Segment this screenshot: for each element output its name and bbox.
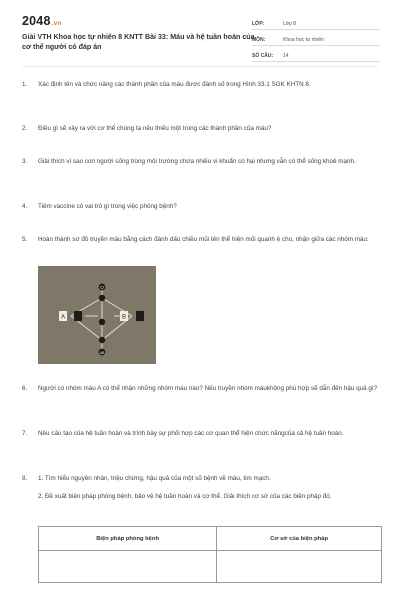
meta-row-count [252,46,380,62]
meta-row-class [252,14,380,30]
question-number: 5. [22,236,28,243]
logo-suffix: .vn [51,20,62,27]
table-header: Biện pháp phòng bệnh [39,527,217,551]
meta-label: LỚP: [252,21,265,27]
table-row [39,551,382,583]
meta-value: Lớp 8 [283,21,297,27]
question-number: 3. [22,158,28,165]
question-number: 8. [22,475,28,482]
meta-label: MÔN: [252,37,266,43]
question-number: 1. [22,81,28,88]
question-text: Hoàn thành sơ đồ truyền máu bằng cách đánh dấu chiều mũi tên thể hiện mối quanh ệ cho, nhận giữa các nhóm máu: [38,236,369,243]
header-divider [22,66,378,67]
question-item [22,80,382,91]
question-sub-item [38,492,382,503]
question-text: Điều gì sẽ xảy ra với cơ thể chúng ta nếu thiếu một trong các thành phần của máu? [38,125,272,132]
table-header: Cơ sở của biện pháp [217,527,382,551]
meta-info [252,14,380,62]
site-logo[interactable] [22,14,62,28]
diagram-label-o: O [100,285,104,290]
document-title: Giải VTH Khoa học tự nhiên 8 KNTT Bài 33: Máu và hệ tuần hoàn của cơ thể người có đáp án [22,33,255,52]
meta-value: 14 [283,53,289,59]
question-text: Người có nhóm máu A có thể nhận những nhóm máu nào? Nếu truyền nhóm máukhông phù hợp sẽ dẫn đến hậu quả gì? [38,385,378,392]
question-number: 6. [22,385,28,392]
question-item [22,384,382,395]
question-text: Giải thích vì sao con người sống trong môi trường chứa nhiều vi khuẩn có hại nhưng vẫn có thể sống khoẻ mạnh. [38,158,356,165]
question-item [22,474,382,485]
meta-value: Khoa học tự nhiên [283,37,324,43]
question-number: 2. [22,125,28,132]
diagram-label-a: A [60,314,66,321]
question-item [22,202,382,213]
question-item [22,124,382,135]
blood-transfusion-diagram [38,266,156,364]
question-number: 7. [22,430,28,437]
question-text: 1. Tìm hiểu nguyên nhân, triệu chứng, hậu quả của một số bệnh về máu, tim mạch. [38,475,271,482]
table-cell [217,551,382,583]
question-text: 2. Đề xuất biện pháp phòng bệnh, bảo vệ hệ tuần hoàn và cơ thể. Giải thích cơ sở của các biện pháp đó. [38,493,332,500]
question-text: Tiêm vaccine có vai trò gì trong việc phòng bệnh? [38,203,177,210]
diagram-label-b: B [121,314,127,321]
question-item [22,157,382,168]
question-item [22,235,382,246]
meta-label: SỐ CÂU: [252,53,274,59]
diagram-label-ab: AB [99,350,105,355]
question-number: 4. [22,203,28,210]
table-cell [39,551,217,583]
question-text: Nêu cấu tạo của hệ tuần hoàn và trình bày sự phối hợp các cơ quan thể hiện chức năngcủa cả hệ tuần hoàn. [38,430,344,437]
question-text: Xác định tên và chức năng các thành phần của máu được đánh số trong Hình 33.1 SGK KHTN 8. [38,81,311,88]
measures-table [38,526,382,583]
table-header-row [39,527,382,551]
question-item [22,429,382,440]
logo-text: 2048 [22,14,51,28]
diagram-svg [38,266,156,364]
meta-row-subject [252,30,380,46]
